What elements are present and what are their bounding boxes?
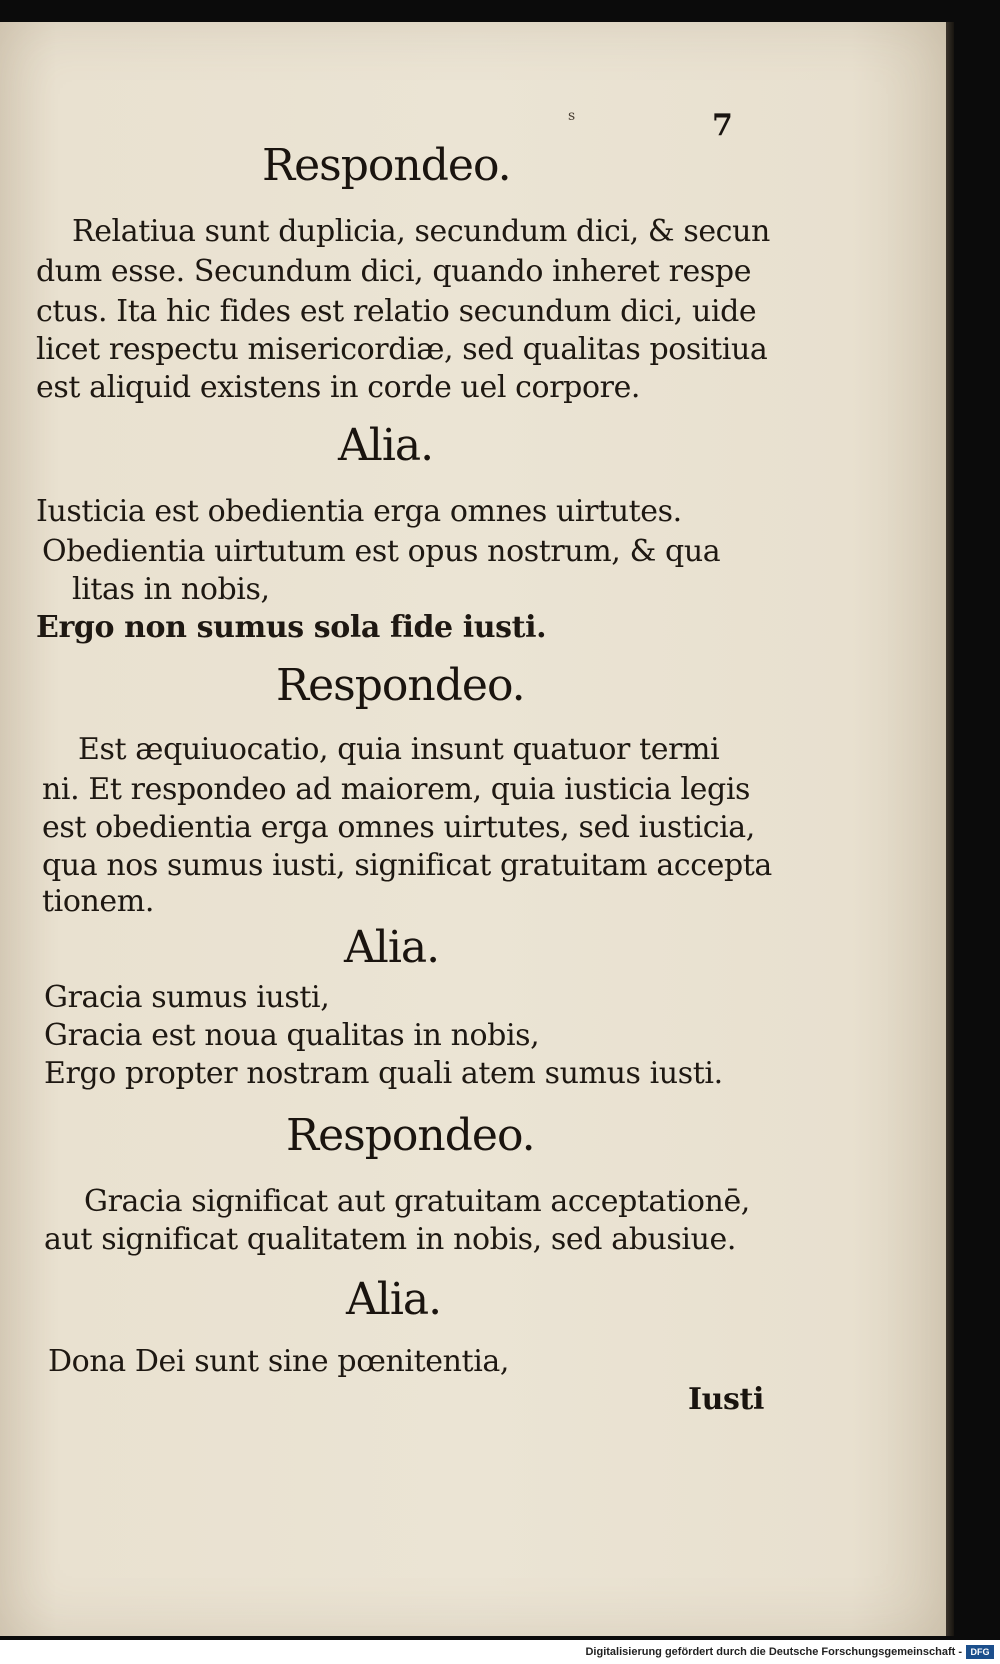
section-heading: Respondeo. bbox=[276, 660, 525, 711]
footer-text: Digitalisierung gefördert durch die Deutsche Forschungsgemeinschaft - bbox=[585, 1646, 962, 1658]
text-line: est aliquid existens in corde uel corpore. bbox=[36, 370, 641, 405]
text-line: Ergo non sumus sola fide iusti. bbox=[36, 610, 547, 645]
text-line: Ergo propter nostram quali atem sumus iusti. bbox=[44, 1056, 723, 1091]
text-line: litas in nobis, bbox=[72, 572, 270, 607]
section-heading: Alia. bbox=[346, 1274, 442, 1325]
text-line: licet respectu misericordiæ, sed qualitas positiua bbox=[36, 332, 768, 367]
section-heading: Respondeo. bbox=[286, 1110, 535, 1161]
text-line: Iusticia est obedientia erga omnes uirtutes. bbox=[36, 494, 682, 529]
page-edge bbox=[946, 22, 954, 1636]
text-line: Obedientia uirtutum est opus nostrum, & qua bbox=[42, 534, 721, 569]
text-line: Gracia est noua qualitas in nobis, bbox=[44, 1018, 540, 1053]
section-heading: Alia. bbox=[344, 922, 440, 973]
digitization-footer bbox=[0, 1640, 1000, 1664]
text-line: ni. Et respondeo ad maiorem, quia iusticia legis bbox=[42, 772, 751, 807]
section-heading: Respondeo. bbox=[262, 140, 511, 191]
signature-mark: s bbox=[568, 108, 575, 124]
page-number: 7 bbox=[712, 108, 733, 143]
text-line: tionem. bbox=[42, 884, 154, 919]
text-line: est obedientia erga omnes uirtutes, sed iusticia, bbox=[42, 810, 755, 845]
dfg-logo: DFG bbox=[966, 1645, 994, 1659]
text-line: Gracia sumus iusti, bbox=[44, 980, 330, 1015]
text-line: qua nos sumus iusti, significat gratuitam accepta bbox=[42, 848, 772, 883]
text-line: Est æquiuocatio, quia insunt quatuor termi bbox=[78, 732, 720, 767]
text-line: dum esse. Secundum dici, quando inheret respe bbox=[36, 254, 752, 289]
section-heading: Alia. bbox=[338, 420, 434, 471]
text-line: Dona Dei sunt sine pœnitentia, bbox=[48, 1344, 510, 1379]
text-line: Gracia significat aut gratuitam acceptationē, bbox=[84, 1184, 750, 1219]
text-line: ctus. Ita hic fides est relatio secundum dici, uide bbox=[36, 294, 757, 329]
text-line: Relatiua sunt duplicia, secundum dici, & secun bbox=[72, 214, 770, 249]
catchword: Iusti bbox=[688, 1382, 764, 1417]
text-line: aut significat qualitatem in nobis, sed abusiue. bbox=[44, 1222, 737, 1257]
